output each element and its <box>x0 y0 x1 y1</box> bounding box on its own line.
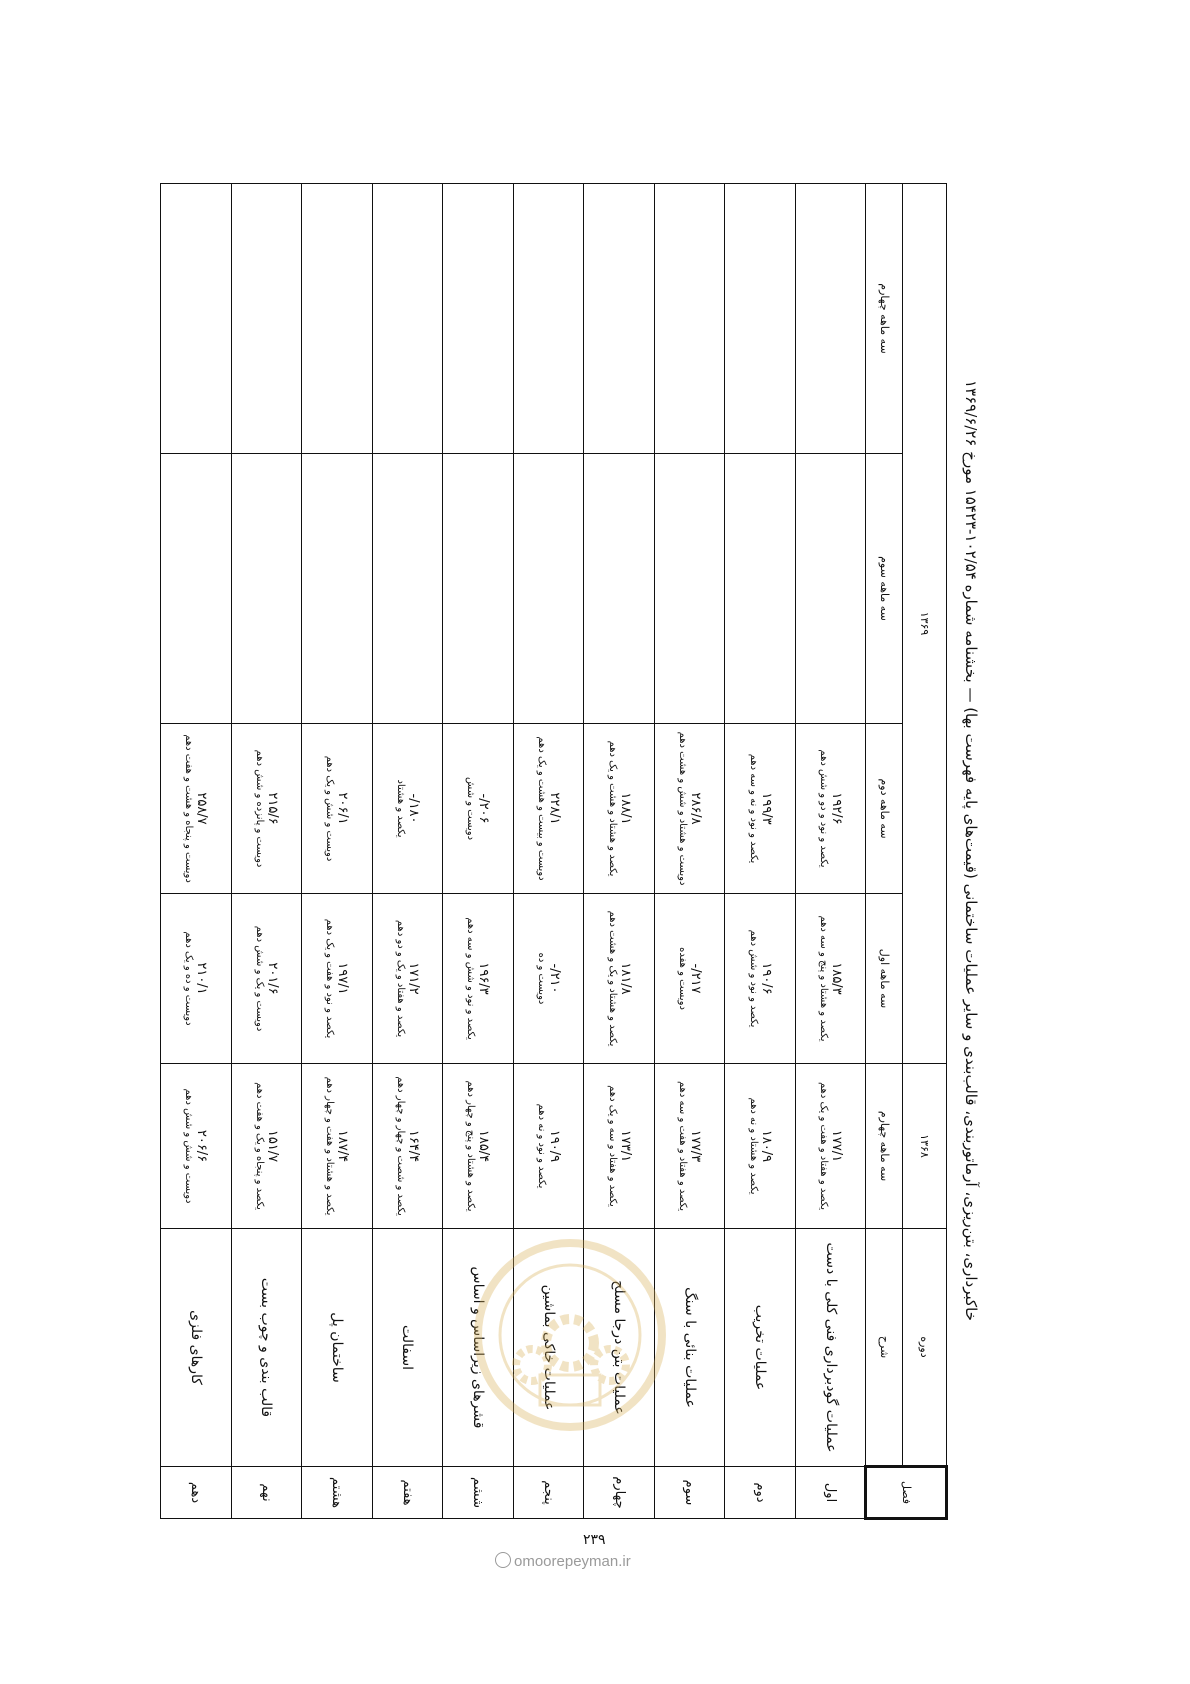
value-cell-q1-1369 <box>161 894 232 1064</box>
watermark-logo <box>470 1225 670 1445</box>
q3-1369-header: سه ماهه سوم <box>866 454 902 724</box>
period-column-header: دوره <box>902 1229 946 1467</box>
index-value-in-words: دویست و شش و یک دهم <box>324 755 336 862</box>
index-value: ۱۹۰/۹ <box>547 1129 563 1163</box>
index-value-in-words: یکصد و هشتاد و یک و هشت دهم <box>606 910 618 1047</box>
value-cell-q1-1369 <box>725 894 796 1064</box>
index-value-in-words: دویست و ده و یک دهم <box>183 931 195 1026</box>
empty-cell-q3-1369 <box>302 454 373 724</box>
section-title-cell: اسفالت <box>372 1229 443 1467</box>
chapter-cell: هفتم <box>372 1467 443 1519</box>
index-value: ۲۱۵/۶ <box>264 792 280 825</box>
value-cell-q1-1369 <box>372 894 443 1064</box>
table-row <box>372 184 443 1519</box>
value-cell-q1-1369 <box>584 894 655 1064</box>
index-value-in-words: یکصد و هشتاد و هفت و چهار دهم <box>324 1076 336 1216</box>
index-value-in-words: یکصد و هشتاد و هشت و یک دهم <box>606 740 618 877</box>
index-value-in-words: یکصد و هفتاد و هفت و سه دهم <box>677 1080 689 1212</box>
index-value: ۲۵۸/۷ <box>194 792 210 825</box>
section-title-cell: قشرهای زیراساس و اساس <box>443 1229 514 1467</box>
index-value: ۱۸۱/۸ <box>617 962 633 995</box>
index-value: ۲۸۶/۸ <box>688 792 704 825</box>
q4-1368-header: سه ماهه چهارم <box>866 1064 902 1229</box>
value-cell-q1-1369 <box>302 894 373 1064</box>
index-value-in-words: یکصد و پنجاه و یک و هفت دهم <box>253 1082 265 1210</box>
chapter-cell: دهم <box>161 1467 232 1519</box>
index-value-in-words: یکصد و هفتاد و یک و دو دهم <box>394 919 406 1038</box>
table-row <box>725 184 796 1519</box>
value-cell-q2-1369 <box>302 724 373 894</box>
chapter-cell: نهم <box>231 1467 302 1519</box>
index-value: ۲۱۰/۱ <box>194 962 210 995</box>
section-title-cell: ساختمان پل <box>302 1229 373 1467</box>
chapter-cell: سوم <box>654 1467 725 1519</box>
index-value-in-words: یکصد و نود و نه دهم <box>536 1103 548 1189</box>
page-number: ۲۳۹ <box>583 1532 606 1548</box>
index-value-in-words: یکصد و هشتاد و نه دهم <box>747 1097 759 1195</box>
value-cell-q2-1369 <box>161 724 232 894</box>
index-value-in-words: یکصد و هشتاد و پنج و سه دهم <box>818 915 830 1042</box>
empty-cell-q4-1369 <box>443 184 514 454</box>
value-cell-q2-1369 <box>795 724 866 894</box>
index-value: ۲۰۱/۶ <box>264 962 280 995</box>
empty-cell-q4-1369 <box>513 184 584 454</box>
page-caption: خاکبرداری، بتن‌ریزی، آرماتوربندی، قالب‌بندی و سایر عملیات ساختمانی (قیمت‌های پایه فهرست بها) — بخشنامه شماره ۱۰۲/۵۴-۱۵۴۲۳ مورخ ۱۳۶۹/۶/۲۶ <box>962 379 980 1322</box>
empty-cell-q4-1369 <box>372 184 443 454</box>
empty-cell-q3-1369 <box>513 454 584 724</box>
year-1369-header: ۱۳۶۹ <box>902 184 946 1064</box>
index-value-in-words: دویست و هشتاد و شش و هشت دهم <box>677 731 689 886</box>
empty-cell-q4-1369 <box>302 184 373 454</box>
value-cell-q2-1369 <box>231 724 302 894</box>
section-title-cell: قالب بندی و چوب بست <box>231 1229 302 1467</box>
chapter-column-header: فصل <box>866 1467 947 1519</box>
site-watermark <box>495 1552 631 1570</box>
index-value-in-words: یکصد و نود و دو و شش دهم <box>818 749 830 868</box>
chapter-cell: دوم <box>725 1467 796 1519</box>
index-value-in-words: یکصد و شصت و چهار و چهار دهم <box>394 1076 406 1216</box>
at-icon <box>495 1552 511 1568</box>
value-cell-q2-1369 <box>513 724 584 894</box>
value-cell-q4-1368 <box>231 1064 302 1229</box>
index-value-in-words: یکصد و نود و شش و سه دهم <box>465 917 477 1040</box>
header-row-quarters <box>866 184 902 1519</box>
empty-cell-q3-1369 <box>654 454 725 724</box>
q1-1369-header: سه ماهه اول <box>866 894 902 1064</box>
index-value: ۱۷۳/۱ <box>617 1129 633 1163</box>
index-value-in-words: یکصد و نود و شش دهم <box>747 929 759 1028</box>
index-value-in-words: یکصد و هشتاد <box>394 779 406 838</box>
section-title-cell: عملیات بنائی با سنگ <box>654 1229 725 1467</box>
empty-cell-q4-1369 <box>795 184 866 454</box>
value-cell-q1-1369 <box>231 894 302 1064</box>
table-row <box>231 184 302 1519</box>
empty-cell-q3-1369 <box>372 454 443 724</box>
index-value-in-words: دویست و پنجاه و هشت و هفت دهم <box>183 734 195 883</box>
table-row <box>161 184 232 1519</box>
empty-cell-q3-1369 <box>443 454 514 724</box>
empty-cell-q3-1369 <box>795 454 866 724</box>
empty-cell-q4-1369 <box>161 184 232 454</box>
chapter-cell: هشتم <box>302 1467 373 1519</box>
site-url: omoorepeyman.ir <box>514 1553 631 1570</box>
index-value: ۲۰۶/۶ <box>194 1129 210 1163</box>
index-value: ۱۷۷/۱ <box>829 1129 845 1163</box>
empty-cell-q4-1369 <box>584 184 655 454</box>
year-1368-header: ۱۳۶۸ <box>902 1064 946 1229</box>
index-value-in-words: دویست و یک و شش دهم <box>253 925 265 1032</box>
value-cell-q4-1368 <box>372 1064 443 1229</box>
q2-1369-header: سه ماهه دوم <box>866 724 902 894</box>
chapter-cell: ششم <box>443 1467 514 1519</box>
index-value: ۱۵۱/۷ <box>264 1129 280 1163</box>
index-value: ۱۸۵/۴ <box>476 1129 492 1163</box>
index-value: ۱۷۱/۲ <box>405 962 421 995</box>
header-row-years <box>902 184 946 1519</box>
value-cell-q4-1368 <box>302 1064 373 1229</box>
chapter-cell: چهارم <box>584 1467 655 1519</box>
value-cell-q2-1369 <box>654 724 725 894</box>
index-value: ۱۹۹/۳ <box>758 792 774 825</box>
index-value-in-words: یکصد و نود و نه و سه دهم <box>747 753 759 864</box>
index-value: ۱۸۷/۴ <box>335 1129 351 1163</box>
empty-cell-q3-1369 <box>231 454 302 724</box>
section-title-cell: عملیات خاکی بماشین <box>513 1229 584 1467</box>
chapter-cell: پنجم <box>513 1467 584 1519</box>
index-value-in-words: یکصد و هشتاد و پنج و چهار دهم <box>465 1080 477 1212</box>
empty-cell-q3-1369 <box>725 454 796 724</box>
index-value: ۲۱۰/- <box>547 963 563 994</box>
index-value-in-words: یکصد و هفتاد و سه و یک دهم <box>606 1085 618 1207</box>
index-value-in-words: دویست و ده <box>536 952 548 1005</box>
section-title-cell: عملیات تخریب <box>725 1229 796 1467</box>
value-cell-q4-1368 <box>161 1064 232 1229</box>
chapter-cell: اول <box>795 1467 866 1519</box>
index-value: ۲۲۸/۱ <box>547 792 563 825</box>
index-value-in-words: دویست و پانزده و شش دهم <box>253 749 265 868</box>
index-value: ۱۹۷/۱ <box>335 962 351 995</box>
index-value: ۱۸۵/۳ <box>829 962 845 995</box>
empty-cell-q4-1369 <box>231 184 302 454</box>
index-value: ۱۶۴/۴ <box>405 1129 421 1163</box>
index-value-in-words: یکصد و هفتاد و هفت و یک دهم <box>818 1081 830 1211</box>
table-row <box>302 184 373 1519</box>
value-cell-q1-1369 <box>654 894 725 1064</box>
value-cell-q1-1369 <box>513 894 584 1064</box>
index-value: ۱۹۶/۳ <box>476 962 492 995</box>
section-title-cell: عملیات گودبرداری فنی کلی با دست <box>795 1229 866 1467</box>
period-value: شرح <box>866 1229 902 1467</box>
value-cell-q4-1368 <box>513 1064 584 1229</box>
empty-cell-q3-1369 <box>584 454 655 724</box>
value-cell-q4-1368 <box>584 1064 655 1229</box>
q4-1369-header: سه ماهه چهارم <box>866 184 902 454</box>
value-cell-q2-1369 <box>584 724 655 894</box>
index-value-in-words: یکصد و نود و هفت و یک دهم <box>324 918 336 1039</box>
value-cell-q2-1369 <box>443 724 514 894</box>
value-cell-q4-1368 <box>443 1064 514 1229</box>
index-value-in-words: دویست و شش و شش دهم <box>183 1088 195 1204</box>
index-value: ۱۹۰/۶ <box>758 962 774 995</box>
index-value: ۱۷۷/۳ <box>688 1129 704 1163</box>
empty-cell-q3-1369 <box>161 454 232 724</box>
table-row <box>795 184 866 1519</box>
empty-cell-q4-1369 <box>654 184 725 454</box>
value-cell-q4-1368 <box>654 1064 725 1229</box>
value-cell-q1-1369 <box>443 894 514 1064</box>
value-cell-q4-1368 <box>725 1064 796 1229</box>
index-value-in-words: دویست و شش <box>465 776 477 841</box>
value-cell-q2-1369 <box>372 724 443 894</box>
index-value: ۱۸۰/۹ <box>758 1129 774 1163</box>
index-value: ۱۸۰/- <box>405 793 421 824</box>
section-title-cell: عملیات بتن درجا مسلح <box>584 1229 655 1467</box>
empty-cell-q4-1369 <box>725 184 796 454</box>
index-value: ۱۹۲/۶ <box>829 792 845 825</box>
index-value: ۱۸۸/۱ <box>617 792 633 825</box>
index-value: ۲۰۶/- <box>476 793 492 824</box>
index-value: ۲۱۷/- <box>688 963 704 994</box>
value-cell-q2-1369 <box>725 724 796 894</box>
value-cell-q1-1369 <box>795 894 866 1064</box>
index-value-in-words: دویست و هفده <box>677 947 689 1010</box>
section-title-cell: کارهای فلزی <box>161 1229 232 1467</box>
index-value-in-words: دویست و بیست و هشت و یک دهم <box>536 736 548 881</box>
index-value: ۲۰۶/۱ <box>335 792 351 825</box>
value-cell-q4-1368 <box>795 1064 866 1229</box>
